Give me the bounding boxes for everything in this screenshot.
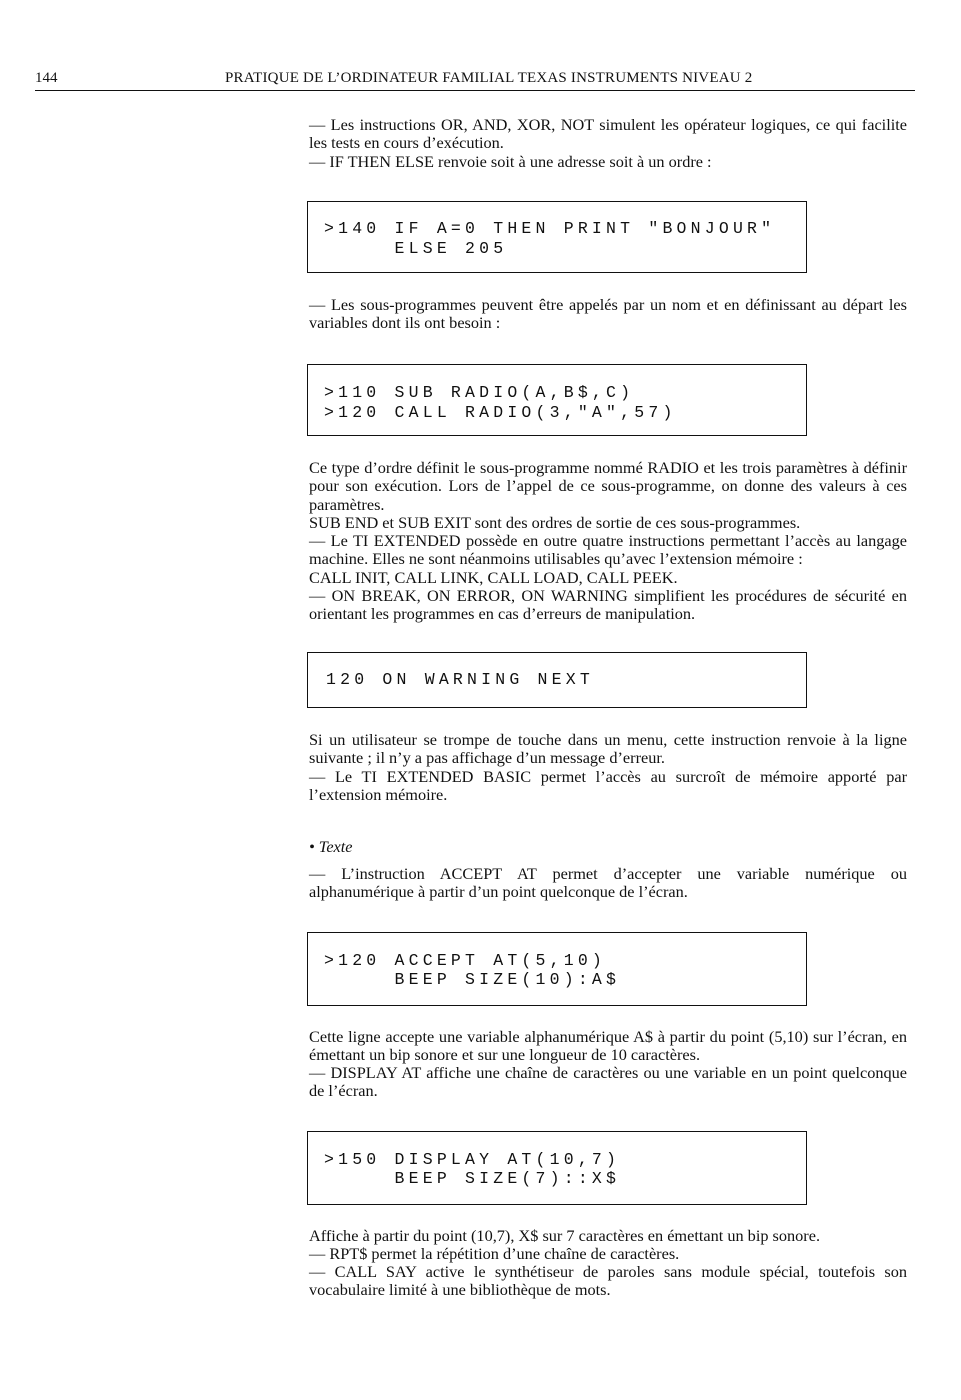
code-box-sub-radio bbox=[307, 364, 807, 436]
paragraph-logic-operators: — Les instructions OR, AND, XOR, NOT simulent les opérateur logiques, ce qui facilite les tests en cours d’exécution. bbox=[309, 115, 907, 153]
code-line: 120 ON WARNING NEXT bbox=[326, 670, 594, 689]
paragraph-accept-at: — L’instruction ACCEPT AT permet d’accepter une variable numérique ou alphanumérique à partir d’un point quelconque de l’écran. bbox=[309, 864, 907, 902]
code-line: >150 DISPLAY AT(10,7) bbox=[324, 1150, 621, 1169]
paragraph-sub-end: SUB END et SUB EXIT sont des ordres de sortie de ces sous-programmes. bbox=[309, 513, 801, 532]
section-title-texte: • Texte bbox=[309, 837, 353, 856]
paragraph-on-break: — ON BREAK, ON ERROR, ON WARNING simplifient les procédures de sécurité en orientant les programmes en cas d’erreurs de manipulation. bbox=[309, 586, 907, 624]
paragraph-menu-error: Si un utilisateur se trompe de touche dans un menu, cette instruction renvoie à la ligne suivante ; il n’y a pas affichage d’un message d’erreur. bbox=[309, 730, 907, 768]
code-line: BEEP SIZE(7)::X$ bbox=[324, 1169, 621, 1188]
paragraph-if-then-else: — IF THEN ELSE renvoie soit à une adresse soit à un ordre : bbox=[309, 152, 712, 171]
paragraph-display-explained: Affiche à partir du point (10,7), X$ sur 7 caractères en émettant un bip sonore. bbox=[309, 1226, 821, 1245]
code-box-if-then bbox=[307, 201, 807, 273]
code-line: >110 SUB RADIO(A,B$,C) bbox=[324, 383, 635, 402]
code-box-on-warning bbox=[307, 652, 807, 708]
paragraph-extended-basic-memory: — Le TI EXTENDED BASIC permet l’accès au surcroît de mémoire apporté par l’extension mémoire. bbox=[309, 767, 907, 805]
code-box-accept-at bbox=[307, 932, 807, 1006]
code-line: >120 CALL RADIO(3,"A",57) bbox=[324, 403, 677, 422]
paragraph-subprograms: — Les sous-programmes peuvent être appelés par un nom et en définissant au départ les variables dont ils ont besoin : bbox=[309, 295, 907, 333]
code-line: BEEP SIZE(10):A$ bbox=[324, 970, 621, 989]
page-number: 144 bbox=[35, 70, 58, 86]
code-line: ELSE 205 bbox=[324, 239, 508, 258]
paragraph-display-at: — DISPLAY AT affiche une chaîne de caractères ou une variable en un point quelconque de l’écran. bbox=[309, 1063, 907, 1101]
paragraph-rpt: — RPT$ permet la répétition d’une chaîne de caractères. bbox=[309, 1244, 680, 1263]
paragraph-radio-explained: Ce type d’ordre définit le sous-programme nommé RADIO et les trois paramètres à définir pour son exécution. Lors de l’appel de ce sous-programme, on donne des valeurs à ces paramètres. bbox=[309, 458, 907, 514]
code-box-display-at bbox=[307, 1131, 807, 1205]
running-title: PRATIQUE DE L’ORDINATEUR FAMILIAL TEXAS INSTRUMENTS NIVEAU 2 bbox=[225, 70, 753, 86]
paragraph-call-list: CALL INIT, CALL LINK, CALL LOAD, CALL PEEK. bbox=[309, 568, 678, 587]
paragraph-machine-language: — Le TI EXTENDED possède en outre quatre instructions permettant l’accès au langage machine. Elles ne sont néanmoins utilisables qu’avec l’extension mémoire : bbox=[309, 531, 907, 569]
paragraph-call-say: — CALL SAY active le synthétiseur de paroles sans module spécial, toutefois son vocabulaire limité à une bibliothèque de mots. bbox=[309, 1262, 907, 1300]
page-header bbox=[35, 68, 915, 91]
paragraph-accept-explained: Cette ligne accepte une variable alphanumérique A$ à partir du point (5,10) sur l’écran, en émettant un bip sonore et sur une longueur de 10 caractères. bbox=[309, 1027, 907, 1065]
code-line: >120 ACCEPT AT(5,10) bbox=[324, 951, 607, 970]
code-line: >140 IF A=0 THEN PRINT "BONJOUR" bbox=[324, 219, 776, 238]
